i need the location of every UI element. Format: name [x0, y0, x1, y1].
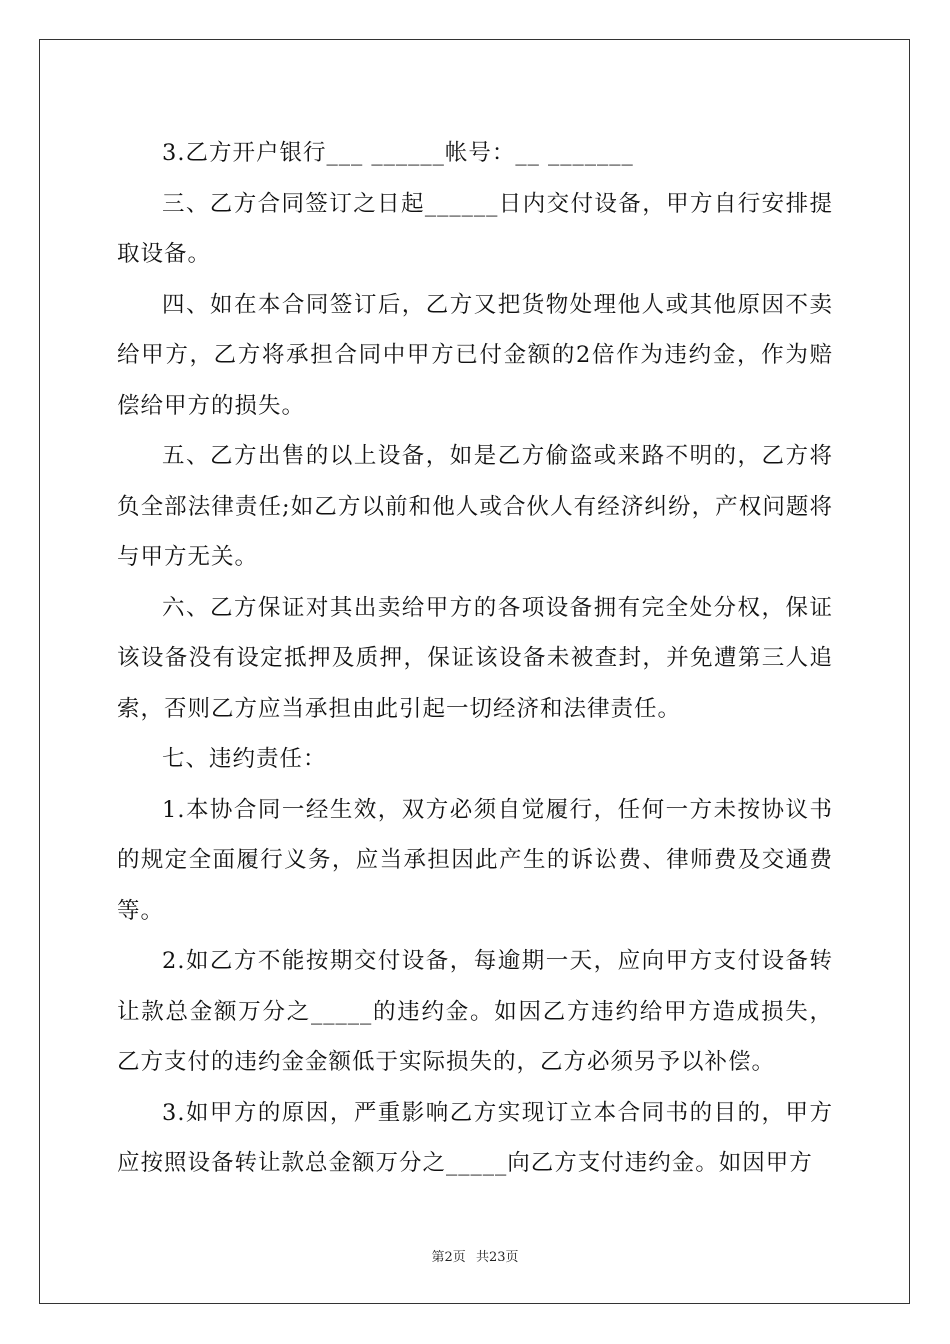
page-number: 第2页	[431, 1250, 466, 1265]
paragraph-clause-4: 四、如在本合同签订后，乙方又把货物处理他人或其他原因不卖给甲方，乙方将承担合同中甲方已付金额的2倍作为违约金，作为赔偿给甲方的损失。	[117, 291, 833, 419]
paragraph-breach-2: 2.如乙方不能按期交付设备，每逾期一天，应向甲方支付设备转让款总金额万分之_____的违约金。如因乙方违约给甲方造成损失，乙方支付的违约金金额低于实际损失的，乙方必须另予以补偿。	[117, 948, 833, 1075]
page-total: 共23页	[475, 1250, 519, 1265]
paragraph-clause-6: 六、乙方保证对其出卖给甲方的各项设备拥有完全处分权，保证该设备没有设定抵押及质押，保证该设备未被查封，并免遭第三人追索，否则乙方应当承担由此引起一切经济和法律责任。	[117, 594, 833, 722]
page-footer	[0, 1246, 950, 1265]
paragraph-clause-5: 五、乙方出售的以上设备，如是乙方偷盗或来路不明的，乙方将负全部法律责任;如乙方以前和他人或合伙人有经济纠纷，产权问题将与甲方无关。	[117, 443, 833, 570]
paragraph-bank-account: 3.乙方开户银行___ ______帐号：__ _______	[162, 140, 634, 166]
paragraph-clause-3: 三、乙方合同签订之日起______日内交付设备，甲方自行安排提取设备。	[117, 190, 833, 267]
document-body	[117, 128, 833, 1189]
paragraph-clause-7-heading: 七、违约责任：	[162, 746, 327, 772]
paragraph-breach-1: 1.本协合同一经生效，双方必须自觉履行，任何一方未按协议书的规定全面履行义务，应当承担因此产生的诉讼费、律师费及交通费等。	[117, 796, 833, 924]
paragraph-breach-3: 3.如甲方的原因，严重影响乙方实现订立本合同书的目的，甲方应按照设备转让款总金额万分之_____向乙方支付违约金。如因甲方	[117, 1099, 833, 1176]
